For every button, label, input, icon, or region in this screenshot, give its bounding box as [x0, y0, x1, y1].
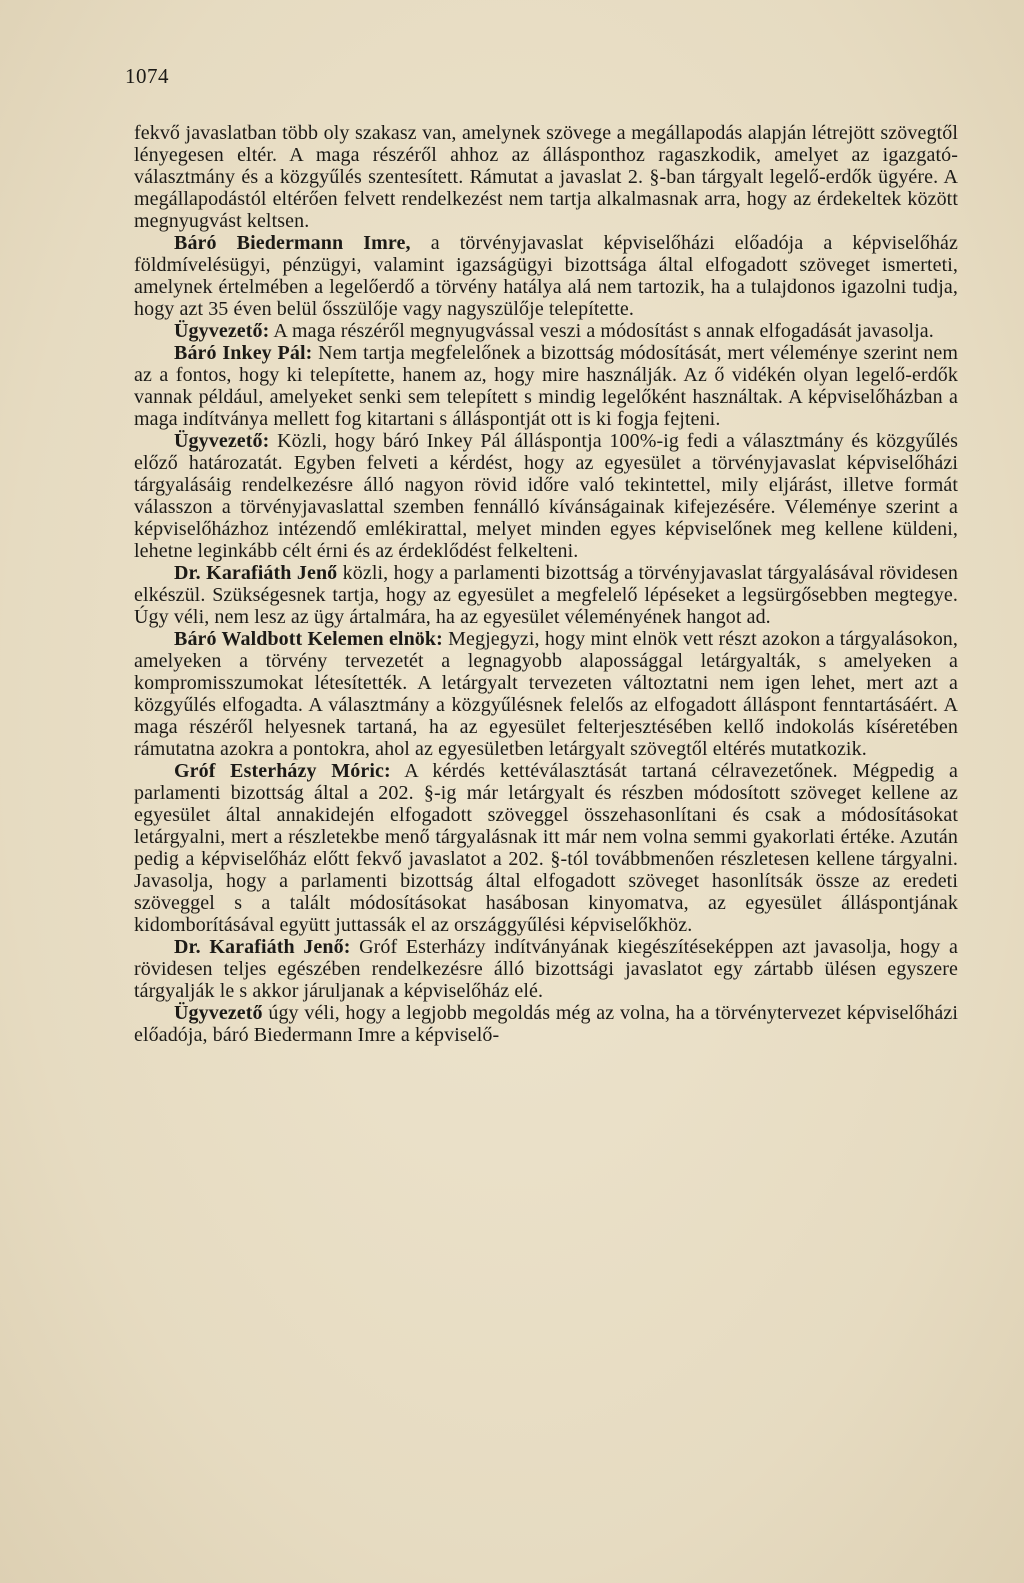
- page-number: 1074: [125, 64, 169, 88]
- paragraph-text: közli, hogy a parlamenti bizottság a törvényjavaslat tárgyalásával rövidesen elkészül. Szükségesnek tartja, hogy az egyesület a megfelelő lépéseket a legsürgősebben megtegye. Úgy véli, nem lesz az ügy ártalmára, ha az egyesület véleményének hangot ad.: [134, 562, 959, 628]
- paragraph: [134, 936, 958, 1002]
- paragraph: [134, 342, 958, 430]
- speaker-name: Ügyvezető: [174, 1002, 263, 1024]
- paragraph-text: A kérdés kettéválasztását tartaná célravezetőnek. Mégpedig a parlamenti bizottság által a 202. §-ig már letárgyalt és részben módosított szöveget kellene az egyesület által annakidején elfogadott szöveggel összehasonlítani és csak a módosításokat letárgyalni, mert a részletekbe menő tárgyalásnak itt már nem volna semmi gyakorlati értéke. Azután pedig a képviselőház előtt fekvő javaslatot a 202. §-tól továbbmenően részletesen kellene tárgyalni. Javasolja, hogy a parlamenti bizottság által elfogadott szöveget hasonlítsák össze az eredeti szöveggel s a talált módosításokat hasábosan kinyomatva, az egyesület álláspontjának kidomborításával együtt juttassák el az országgyűlési képviselőkhöz.: [134, 760, 958, 936]
- speaker-name: Báró Waldbott Kelemen elnök:: [174, 628, 443, 650]
- paragraph: [134, 122, 958, 232]
- paragraph-text: Megjegyzi, hogy mint elnök vett részt azokon a tárgyalásokon, amelyeken a törvény tervezetét a legnagyobb alapossággal letárgyalták, s amelyeken a kompromisszumokat létesítették. A letárgyalt tervezeten változtatni nem igen lehet, mert azt a közgyűlés elfogadta. A választmány a közgyűlésnek felelős az elfogadott álláspont fenntartásáért. A maga részéről helyesnek tartaná, ha az egyesület felterjesztésében kellő indokolás kíséretében rámutatna azokra a pontokra, ahol az egyesületben letárgyalt szövegtől eltérés mutatkozik.: [134, 628, 958, 760]
- speaker-name: Gróf Esterházy Móric:: [174, 760, 391, 782]
- paragraph-text: a törvényjavaslat képviselőházi előadója a képviselőház földmívelésügyi, pénzügyi, valamint igazságügyi bizottsága által elfogadott szöveget ismerteti, amelynek értelmében a legelőerdő a törvény hatálya alá nem tartozik, ha a tulajdonos igazolni tudja, hogy azt 35 éven belül ősszülője vagy nagyszülője telepítette.: [134, 232, 958, 320]
- speaker-name: Ügyvezető:: [174, 430, 270, 452]
- paragraph-text: Nem tartja megfelelőnek a bizottság módosítását, mert véleménye szerint nem az a fontos, hogy ki telepítette, hanem az, hogy mire használják. Az ő vidékén olyan legelő-erdők vannak például, amelyeket senki sem telepített s mindig legelőként használtak. A képviselőházban a maga indítványa mellett fog kitartani s álláspontját ott is ki fogja fejteni.: [134, 342, 958, 430]
- paragraph-text: úgy véli, hogy a legjobb megoldás még az volna, ha a törvénytervezet képviselőházi előadója, báró Biedermann Imre a képviselő-: [134, 1002, 958, 1046]
- page-body: [134, 122, 958, 1046]
- paragraph-text: Közli, hogy báró Inkey Pál álláspontja 100%-ig fedi a választmány és közgyűlés előző határozatát. Egyben felveti a kérdést, hogy az egyesület a törvényjavaslat képviselőházi tárgyalásáig rendelkezésre álló nagyon rövid időre való tekintettel, mily eljárást, illetve formát válasszon a törvényjavaslattal szemben fennálló kívánságainak kifejezésére. Véleménye szerint a képviselőházhoz intézendő emlékirattal, melyet minden egyes képviselőnek meg kellene küldeni, lehetne leginkább célt érni és az érdeklődést felkelteni.: [134, 430, 958, 562]
- paragraph: [134, 320, 958, 342]
- speaker-name: Dr. Karafiáth Jenő: [174, 562, 338, 584]
- speaker-name: Ügyvezető:: [174, 320, 270, 342]
- paragraph: [134, 232, 958, 320]
- speaker-name: Báró Biedermann Imre,: [174, 232, 411, 254]
- paragraph: [134, 430, 958, 562]
- paragraph: [134, 562, 958, 628]
- paragraph: [134, 760, 958, 936]
- paragraph: [134, 628, 958, 760]
- speaker-name: Dr. Karafiáth Jenő:: [174, 936, 351, 958]
- paragraph-text: A maga részéről megnyugvással veszi a módosítást s annak elfogadását javasolja.: [273, 320, 934, 342]
- speaker-name: Báró Inkey Pál:: [174, 342, 313, 364]
- paragraph-text: fekvő javaslatban több oly szakasz van, amelynek szövege a megállapodás alapján létrejött szövegtől lényegesen eltér. A maga részéről ahhoz az állásponthoz ragaszkodik, amelyet az igazgató-választmány és a közgyűlés szentesített. Rámutat a javaslat 2. §-ban tárgyalt legelő-erdők ügyére. A megállapodástól eltérően felvett rendelkezést nem tartja alkalmasnak arra, hogy az érdekeltek között megnyugvást keltsen.: [134, 122, 958, 232]
- paragraph-text: Gróf Esterházy indítványának kiegészítéseképpen azt javasolja, hogy a rövidesen teljes egészében rendelkezésre álló bizottsági javaslatot egy zártabb ülésen egyszere tárgyalják le s akkor járuljanak a képviselőház elé.: [134, 936, 958, 1002]
- paragraph: [134, 1002, 958, 1046]
